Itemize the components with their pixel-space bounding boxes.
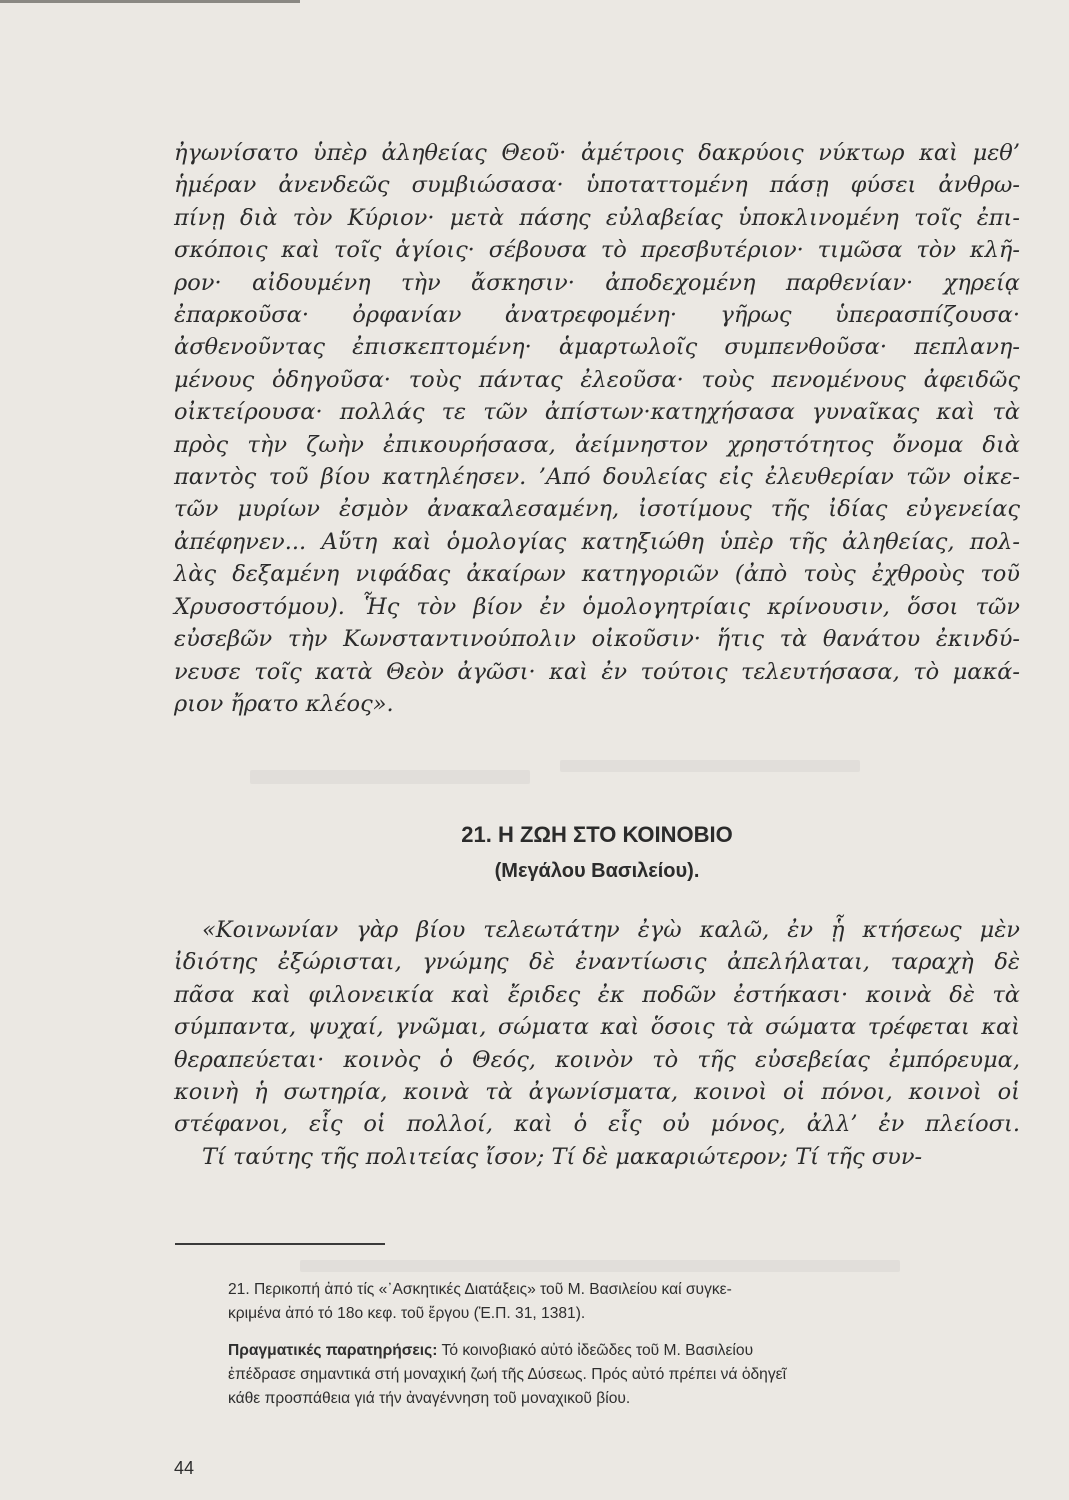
- chapter-title: 21. Η ΖΩΗ ΣΤΟ ΚΟΙΝΟΒΙΟ: [461, 822, 733, 847]
- footnote-line: [228, 1339, 1028, 1363]
- footnote-line: κάθε προσπάθεια γιά τήν ἀναγέννηση τοῦ μοναχικοῦ βίου.: [228, 1390, 631, 1407]
- show-through-mark: [560, 760, 860, 772]
- footnote-divider: [175, 1243, 385, 1245]
- footnote-text: Τό κοινοβιακό αὐτό ἰδεῶδες τοῦ Μ. Βασιλείου: [437, 1342, 754, 1359]
- footnote-remarks: [228, 1339, 1028, 1411]
- text-line: πίνῃ διὰ τὸν Κύριον· μετὰ πάσης εὐλαβείας ὑποκλινομένη τοῖς ἐπι-: [174, 204, 1020, 231]
- text-line: θεραπεύεται· κοινὸς ὁ Θεός, κοινὸν τὸ τῆς εὐσεβείας ἐμπόρευμα,: [174, 1046, 1020, 1073]
- text-line: οἰκτείρουσα· πολλάς τε τῶν ἀπίστων·κατηχήσασα γυναῖκας καὶ τὰ: [174, 399, 1020, 426]
- text-line: ἰδιότης ἐξώρισται, γνώμης δὲ ἐναντίωσις ἀπελήλαται, ταραχὴ δὲ: [174, 949, 1020, 976]
- scan-edge: [0, 0, 300, 3]
- text-line: ἡμέραν ἀνενδεῶς συμβιώσασα· ὑποταττομένη πάσῃ φύσει ἀνθρω-: [174, 172, 1020, 199]
- text-line: μένους ὁδηγοῦσα· τοὺς πάντας ἐλεοῦσα· τοὺς πενομένους ἀφειδῶς: [174, 366, 1020, 393]
- text-line: πᾶσα καὶ φιλονεικία καὶ ἔριδες ἐκ ποδῶν ἐστήκασι· κοινὰ δὲ τὰ: [174, 981, 1020, 1008]
- footnote-source: [228, 1278, 1028, 1326]
- footnote-line: 21. Περικοπή ἀπό τίς «᾿Ασκητικές Διατάξεις» τοῦ Μ. Βασιλείου καί συγκε-: [228, 1281, 732, 1298]
- text-line: λὰς δεξαμένη νιφάδας ἀκαίρων κατηγοριῶν (ἀπὸ τοὺς ἐχθροὺς τοῦ: [174, 561, 1020, 588]
- text-line: σύμπαντα, ψυχαί, γνῶμαι, σώματα καὶ ὅσοις τὰ σώματα τρέφεται καὶ: [174, 1014, 1020, 1041]
- text-line: κοινὴ ἡ σωτηρία, κοινὰ τὰ ἀγωνίσματα, κοινοὶ οἱ πόνοι, κοινοὶ οἱ: [174, 1079, 1020, 1106]
- body-text-block-2: [174, 914, 1020, 1173]
- text-line: ἐπαρκοῦσα· ὀρφανίαν ἀνατρεφομένη· γῆρως ὑπερασπίζουσα·: [174, 302, 1020, 329]
- text-line: «Κοινωνίαν γὰρ βίου τελεωτάτην ἐγὼ καλῶ, ἐν ᾗ κτήσεως μὲν: [202, 917, 1020, 943]
- show-through-mark: [250, 770, 530, 784]
- footnote-label: Πραγματικές παρατηρήσεις:: [228, 1342, 438, 1359]
- text-line: σκόποις καὶ τοῖς ἁγίοις· σέβουσα τὸ πρεσβυτέριον· τιμῶσα τὸν κλῆ-: [174, 237, 1020, 264]
- text-line: Τί ταύτης τῆς πολιτείας ἴσον; Τί δὲ μακαριώτερον; Τί τῆς συν-: [202, 1143, 923, 1170]
- text-line: ρον· αἰδουμένη τὴν ἄσκησιν· ἀποδεχομένη παρθενίαν· χηρείᾳ: [174, 269, 1020, 296]
- chapter-subtitle: (Μεγάλου Βασιλείου).: [494, 860, 700, 882]
- text-line: παντὸς τοῦ βίου κατηλέησεν. ’Από δουλείας εἰς ἐλευθερίαν τῶν οἰκε-: [174, 464, 1020, 491]
- text-line: εὐσεβῶν τὴν Κωνσταντινούπολιν οἰκοῦσιν· ἥτις τὰ θανάτου ἐκινδύ-: [174, 626, 1020, 653]
- text-line: Χρυσοστόμου). Ἧς τὸν βίον ἐν ὁμολογητρίαις κρίνουσιν, ὅσοι τῶν: [174, 593, 1020, 620]
- text-line: τῶν μυρίων ἐσμὸν ἀνακαλεσαμένη, ἰσοτίμους τῆς ἰδίας εὐγενείας: [174, 496, 1020, 523]
- footnote-line: ἐπέδρασε σημαντικά στή μοναχική ζωή τῆς Δύσεως. Πρός αὐτό πρέπει νά ὁδηγεῖ: [228, 1366, 787, 1383]
- text-line: στέφανοι, εἷς οἱ πολλοί, καὶ ὁ εἷς οὐ μόνος, ἀλλ’ ἐν πλείοσι.: [174, 1111, 1020, 1138]
- text-line: ἠγωνίσατο ὑπὲρ ἀληθείας Θεοῦ· ἀμέτροις δακρύοις νύκτωρ καὶ μεθ’: [174, 140, 1020, 166]
- text-line: ἀπέφηνεν... Αὕτη καὶ ὁμολογίας κατηξιώθη ὑπὲρ τῆς ἀληθείας, πολ-: [174, 528, 1020, 555]
- text-line: ἀσθενοῦντας ἐπισκεπτομένη· ἁμαρτωλοῖς συμπενθοῦσα· πεπλανη-: [174, 334, 1020, 361]
- body-text-block-1: [174, 137, 1020, 720]
- page-number: 44: [174, 1458, 195, 1478]
- footnote-line: κριμένα ἀπό τό 18ο κεφ. τοῦ ἔργου (Ἑ.Π. 31, 1381).: [228, 1305, 586, 1322]
- show-through-mark: [300, 1260, 900, 1272]
- text-line: πρὸς τὴν ζωὴν ἐπικουρήσασα, ἀείμνηστον χρηστότητος ὄνομα διὰ: [174, 431, 1020, 458]
- text-line: νευσε τοῖς κατὰ Θεὸν ἀγῶσι· καὶ ἐν τούτοις τελευτήσασα, τὸ μακά-: [174, 658, 1020, 685]
- text-line: ριον ἤρατο κλέος».: [174, 690, 394, 717]
